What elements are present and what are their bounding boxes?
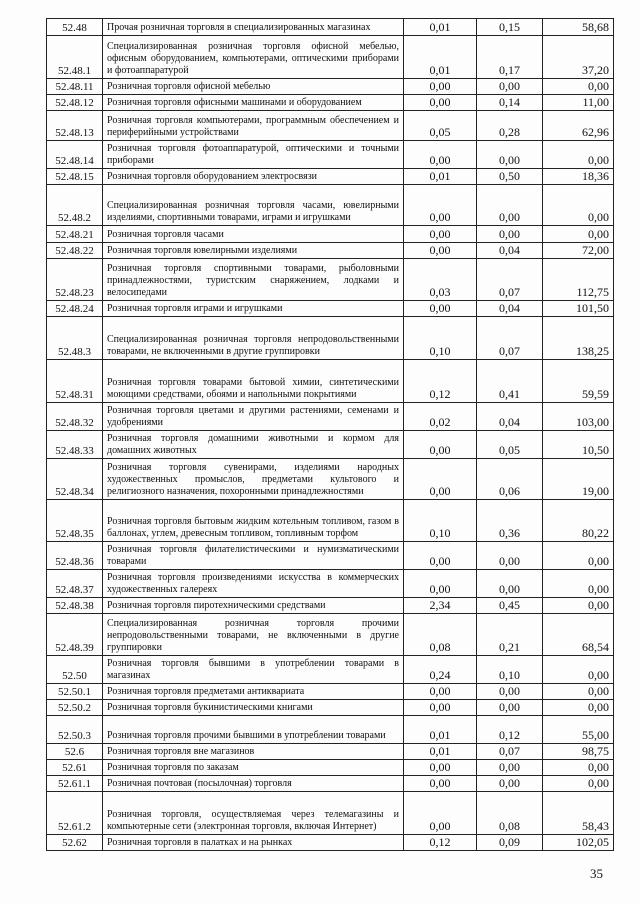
row-value-1: 0,01 xyxy=(404,169,477,185)
row-value-1: 0,01 xyxy=(404,744,477,760)
table-row xyxy=(47,185,614,226)
row-code: 52.48.31 xyxy=(47,360,103,403)
row-code: 52.50 xyxy=(47,656,103,684)
row-value-2: 0,17 xyxy=(477,36,543,79)
row-code: 52.48.2 xyxy=(47,185,103,226)
row-code: 52.50.1 xyxy=(47,684,103,700)
table-row xyxy=(47,431,614,459)
row-value-2: 0,00 xyxy=(477,684,543,700)
row-value-2: 0,06 xyxy=(477,459,543,500)
row-value-2: 0,15 xyxy=(477,19,543,36)
table-row xyxy=(47,141,614,169)
table-row xyxy=(47,301,614,317)
table-row xyxy=(47,243,614,259)
row-value-2: 0,07 xyxy=(477,259,543,301)
table-row xyxy=(47,95,614,111)
table-row xyxy=(47,716,614,744)
row-value-1: 0,10 xyxy=(404,317,477,360)
row-description: Розничная торговля прочими бывшими в употреблении товарами xyxy=(103,716,404,744)
row-description: Розничная торговля пиротехническими средствами xyxy=(103,598,404,614)
row-description: Розничная торговля предметами антиквариата xyxy=(103,684,404,700)
row-value-2: 0,00 xyxy=(477,185,543,226)
row-value-1: 0,03 xyxy=(404,259,477,301)
row-value-1: 0,10 xyxy=(404,500,477,542)
row-description: Розничная торговля по заказам xyxy=(103,760,404,776)
row-value-2: 0,04 xyxy=(477,301,543,317)
table-row xyxy=(47,684,614,700)
row-code: 52.48.38 xyxy=(47,598,103,614)
table-row xyxy=(47,792,614,835)
row-value-1: 0,00 xyxy=(404,570,477,598)
row-description: Розничная торговля ювелирными изделиями xyxy=(103,243,404,259)
row-code: 52.48 xyxy=(47,19,103,36)
row-code: 52.48.22 xyxy=(47,243,103,259)
row-value-3: 0,00 xyxy=(543,598,614,614)
row-description: Розничная торговля в палатках и на рынках xyxy=(103,835,404,851)
row-value-3: 101,50 xyxy=(543,301,614,317)
row-description: Розничная торговля часами xyxy=(103,226,404,243)
row-value-3: 0,00 xyxy=(543,185,614,226)
row-description: Розничная торговля вне магазинов xyxy=(103,744,404,760)
table-row xyxy=(47,259,614,301)
row-value-2: 0,14 xyxy=(477,95,543,111)
table-row xyxy=(47,226,614,243)
table-row xyxy=(47,835,614,851)
row-value-3: 0,00 xyxy=(543,684,614,700)
row-value-3: 103,00 xyxy=(543,403,614,431)
row-code: 52.48.13 xyxy=(47,111,103,141)
row-value-3: 10,50 xyxy=(543,431,614,459)
row-value-2: 0,00 xyxy=(477,79,543,95)
table-row xyxy=(47,700,614,716)
row-code: 52.48.1 xyxy=(47,36,103,79)
table-row xyxy=(47,169,614,185)
row-description: Специализированная розничная торговля прочими непродовольственными товарами, не включенными в другие группировки xyxy=(103,614,404,656)
row-description: Розничная торговля сувенирами, изделиями народных художественных промыслов, предметами культового и религиозного назначения, похоронными принадлежностями xyxy=(103,459,404,500)
page-number: 35 xyxy=(590,866,603,881)
row-value-1: 0,00 xyxy=(404,700,477,716)
table-row xyxy=(47,744,614,760)
row-description: Розничная торговля бытовым жидким котельным топливом, газом в баллонах, углем, древесным топливом, топливным торфом xyxy=(103,500,404,542)
row-description: Розничная торговля букинистическими книгами xyxy=(103,700,404,716)
row-value-1: 0,00 xyxy=(404,684,477,700)
row-value-2: 0,07 xyxy=(477,744,543,760)
row-value-2: 0,00 xyxy=(477,776,543,792)
table-row xyxy=(47,614,614,656)
row-value-2: 0,12 xyxy=(477,716,543,744)
row-code: 52.48.14 xyxy=(47,141,103,169)
row-value-1: 0,08 xyxy=(404,614,477,656)
row-code: 52.61.1 xyxy=(47,776,103,792)
row-code: 52.48.34 xyxy=(47,459,103,500)
row-value-3: 0,00 xyxy=(543,226,614,243)
row-value-2: 0,28 xyxy=(477,111,543,141)
row-description: Розничная торговля товарами бытовой химии, синтетическими моющими средствами, обоями и напольными покрытиями xyxy=(103,360,404,403)
row-code: 52.48.36 xyxy=(47,542,103,570)
row-value-3: 55,00 xyxy=(543,716,614,744)
row-description: Розничная торговля домашними животными и кормом для домашних животных xyxy=(103,431,404,459)
row-value-3: 0,00 xyxy=(543,79,614,95)
table-row xyxy=(47,760,614,776)
row-value-3: 62,96 xyxy=(543,111,614,141)
row-value-3: 11,00 xyxy=(543,95,614,111)
row-value-2: 0,00 xyxy=(477,760,543,776)
row-value-3: 68,54 xyxy=(543,614,614,656)
row-value-1: 0,00 xyxy=(404,243,477,259)
row-code: 52.48.33 xyxy=(47,431,103,459)
table-row xyxy=(47,317,614,360)
row-value-1: 0,00 xyxy=(404,301,477,317)
row-value-1: 0,02 xyxy=(404,403,477,431)
row-description: Розничная торговля офисными машинами и оборудованием xyxy=(103,95,404,111)
row-description: Розничная торговля филателистическими и нумизматическими товарами xyxy=(103,542,404,570)
row-description: Розничная торговля спортивными товарами, рыболовными принадлежностями, туристским снаряжением, лодками и велосипедами xyxy=(103,259,404,301)
row-value-1: 0,00 xyxy=(404,141,477,169)
row-value-1: 0,00 xyxy=(404,431,477,459)
okved-table xyxy=(46,18,614,851)
row-description: Розничная торговля офисной мебелью xyxy=(103,79,404,95)
table-row xyxy=(47,360,614,403)
row-code: 52.48.15 xyxy=(47,169,103,185)
row-value-2: 0,50 xyxy=(477,169,543,185)
row-description: Розничная торговля цветами и другими растениями, семенами и удобрениями xyxy=(103,403,404,431)
row-value-1: 0,00 xyxy=(404,459,477,500)
row-value-3: 0,00 xyxy=(543,542,614,570)
row-code: 52.50.2 xyxy=(47,700,103,716)
row-value-3: 0,00 xyxy=(543,570,614,598)
row-description: Розничная торговля произведениями искусства в коммерческих художественных галереях xyxy=(103,570,404,598)
row-value-2: 0,36 xyxy=(477,500,543,542)
table-row xyxy=(47,542,614,570)
row-description: Розничная торговля компьютерами, программным обеспечением и периферийными устройствами xyxy=(103,111,404,141)
row-value-3: 80,22 xyxy=(543,500,614,542)
table-row xyxy=(47,36,614,79)
row-value-1: 0,01 xyxy=(404,36,477,79)
row-value-2: 0,04 xyxy=(477,403,543,431)
table-row xyxy=(47,776,614,792)
row-code: 52.48.37 xyxy=(47,570,103,598)
row-value-1: 0,00 xyxy=(404,79,477,95)
row-code: 52.6 xyxy=(47,744,103,760)
row-value-3: 0,00 xyxy=(543,760,614,776)
table-row xyxy=(47,598,614,614)
row-value-1: 0,24 xyxy=(404,656,477,684)
row-description: Розничная торговля, осуществляемая через телемагазины и компьютерные сети (электронная торговля, включая Интернет) xyxy=(103,792,404,835)
row-value-2: 0,08 xyxy=(477,792,543,835)
row-value-3: 37,20 xyxy=(543,36,614,79)
row-value-1: 0,00 xyxy=(404,226,477,243)
row-description: Розничная торговля играми и игрушками xyxy=(103,301,404,317)
row-value-3: 0,00 xyxy=(543,700,614,716)
row-value-2: 0,00 xyxy=(477,700,543,716)
row-description: Розничная торговля оборудованием электросвязи xyxy=(103,169,404,185)
row-value-2: 0,00 xyxy=(477,226,543,243)
row-code: 52.61.2 xyxy=(47,792,103,835)
row-value-1: 0,12 xyxy=(404,835,477,851)
row-value-3: 59,59 xyxy=(543,360,614,403)
table-row xyxy=(47,403,614,431)
row-description: Прочая розничная торговля в специализированных магазинах xyxy=(103,19,404,36)
row-value-1: 0,12 xyxy=(404,360,477,403)
row-value-1: 0,00 xyxy=(404,776,477,792)
row-value-3: 98,75 xyxy=(543,744,614,760)
row-code: 52.50.3 xyxy=(47,716,103,744)
row-value-3: 0,00 xyxy=(543,656,614,684)
row-value-3: 58,43 xyxy=(543,792,614,835)
row-code: 52.48.12 xyxy=(47,95,103,111)
row-code: 52.48.21 xyxy=(47,226,103,243)
row-description: Розничная почтовая (посылочная) торговля xyxy=(103,776,404,792)
row-value-2: 0,04 xyxy=(477,243,543,259)
table-row xyxy=(47,570,614,598)
row-code: 52.62 xyxy=(47,835,103,851)
row-value-3: 19,00 xyxy=(543,459,614,500)
row-description: Розничная торговля бывшими в употреблении товарами в магазинах xyxy=(103,656,404,684)
row-code: 52.48.32 xyxy=(47,403,103,431)
row-value-2: 0,00 xyxy=(477,570,543,598)
row-value-2: 0,00 xyxy=(477,141,543,169)
row-value-1: 0,00 xyxy=(404,792,477,835)
row-value-3: 0,00 xyxy=(543,141,614,169)
table-row xyxy=(47,19,614,36)
table-row xyxy=(47,79,614,95)
row-value-3: 58,68 xyxy=(543,19,614,36)
table-row xyxy=(47,459,614,500)
row-code: 52.48.24 xyxy=(47,301,103,317)
row-code: 52.48.39 xyxy=(47,614,103,656)
row-value-3: 18,36 xyxy=(543,169,614,185)
row-value-2: 0,10 xyxy=(477,656,543,684)
row-value-2: 0,09 xyxy=(477,835,543,851)
row-code: 52.48.3 xyxy=(47,317,103,360)
row-value-1: 0,00 xyxy=(404,760,477,776)
table-row xyxy=(47,500,614,542)
row-description: Специализированная розничная торговля часами, ювелирными изделиями, спортивными товарами, играми и игрушками xyxy=(103,185,404,226)
row-value-1: 0,05 xyxy=(404,111,477,141)
row-value-2: 0,21 xyxy=(477,614,543,656)
row-code: 52.48.23 xyxy=(47,259,103,301)
row-value-3: 138,25 xyxy=(543,317,614,360)
row-value-1: 0,01 xyxy=(404,716,477,744)
row-value-2: 0,07 xyxy=(477,317,543,360)
row-value-1: 2,34 xyxy=(404,598,477,614)
row-description: Розничная торговля фотоаппаратурой, оптическими и точными приборами xyxy=(103,141,404,169)
row-description: Специализированная розничная торговля офисной мебелью, офисным оборудованием, компьютерами, оптическими приборами и фотоаппаратурой xyxy=(103,36,404,79)
row-value-2: 0,45 xyxy=(477,598,543,614)
row-value-1: 0,00 xyxy=(404,542,477,570)
row-value-1: 0,00 xyxy=(404,95,477,111)
row-value-2: 0,00 xyxy=(477,542,543,570)
row-description: Специализированная розничная торговля непродовольственными товарами, не включенными в другие группировки xyxy=(103,317,404,360)
table-row xyxy=(47,111,614,141)
row-value-2: 0,41 xyxy=(477,360,543,403)
row-value-3: 112,75 xyxy=(543,259,614,301)
row-value-3: 72,00 xyxy=(543,243,614,259)
row-code: 52.48.11 xyxy=(47,79,103,95)
row-value-2: 0,05 xyxy=(477,431,543,459)
table-body xyxy=(47,19,614,851)
row-value-1: 0,01 xyxy=(404,19,477,36)
table-row xyxy=(47,656,614,684)
row-code: 52.48.35 xyxy=(47,500,103,542)
row-value-3: 0,00 xyxy=(543,776,614,792)
row-value-3: 102,05 xyxy=(543,835,614,851)
row-code: 52.61 xyxy=(47,760,103,776)
row-value-1: 0,00 xyxy=(404,185,477,226)
